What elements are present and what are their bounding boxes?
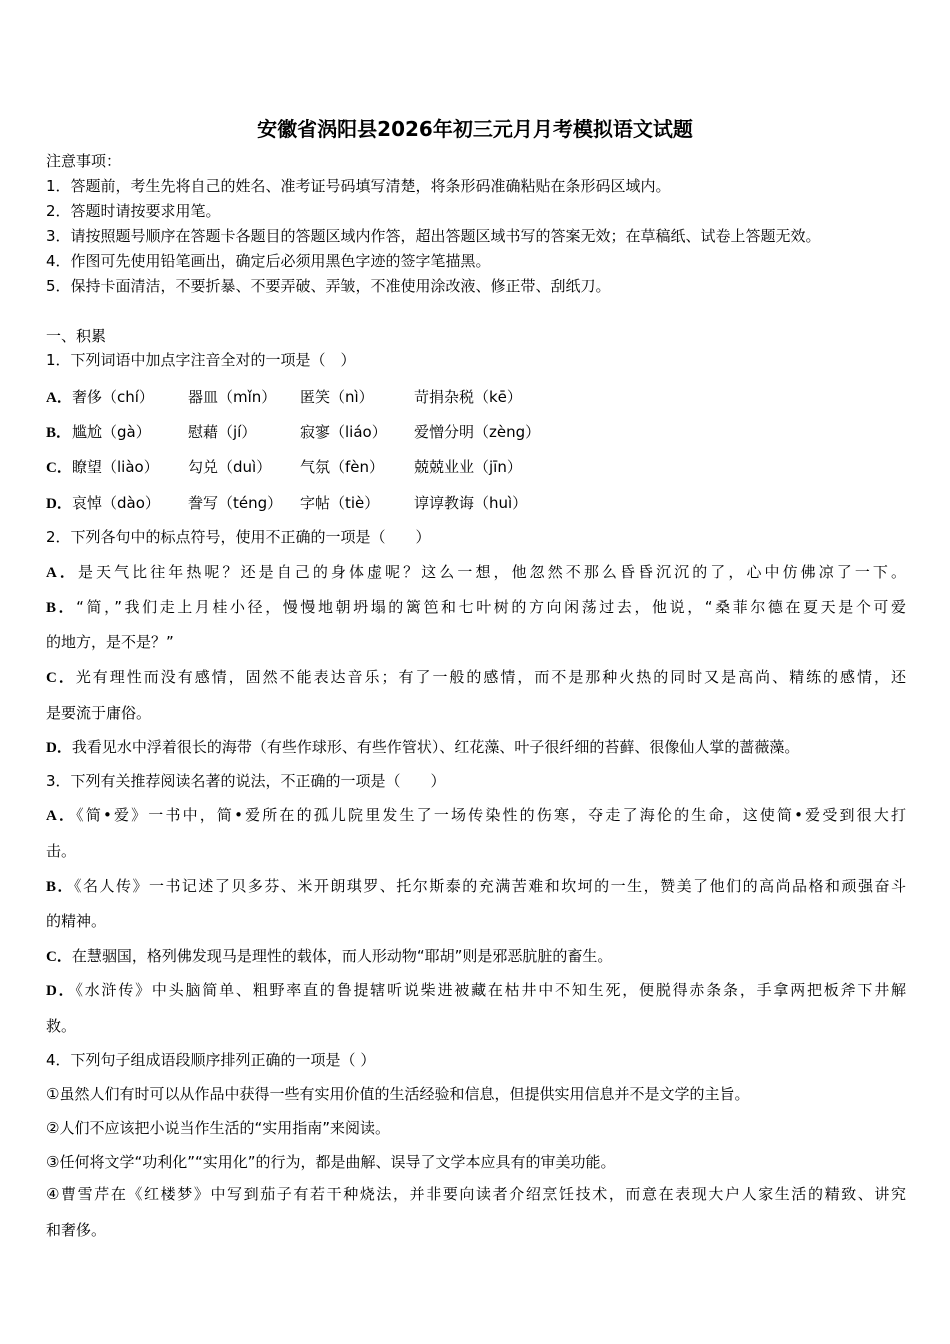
q4-sentence: ④曹雪芹在《红楼梦》中写到茄子有若干种烧法，并非要向读者介绍烹饪技术，而意在表现大户人家生活的精致、讲究 — [46, 1185, 906, 1203]
option-label: B． — [46, 425, 72, 441]
section-heading: 一、积累 — [46, 327, 107, 345]
option-text-cont: 救。 — [46, 1017, 77, 1035]
q2-option-a — [46, 562, 906, 583]
option-text-cont: 的地方，是不是？” — [46, 633, 174, 651]
option-text-cont: 击。 — [46, 842, 77, 860]
q3-option-a — [46, 805, 906, 826]
q4-sentence: ③任何将文学“功利化”“实用化”的行为，都是曲解、误导了文学本应具有的审美功能。 — [46, 1153, 616, 1171]
notice-item: 5．保持卡面清洁，不要折暴、不要弄破、弄皱，不准使用涂改液、修正带、刮纸刀。 — [46, 277, 611, 295]
notice-heading: 注意事项： — [46, 152, 122, 170]
option-text: 我看见水中浮着很长的海带（有些作球形、有些作管状）、红花藻、叶子很纤细的苔藓、很像仙人掌的蔷薇藻。 — [71, 738, 800, 756]
option-text-cont: 是要流于庸俗。 — [46, 704, 152, 722]
question-2-stem: 2．下列各句中的标点符号，使用不正确的一项是（ ） — [46, 528, 431, 546]
q1-option-word: 器皿（mǐn） — [188, 388, 277, 406]
q1-option-word: 字帖（tiè） — [300, 494, 380, 512]
q3-option-c — [46, 946, 612, 967]
option-label: D． — [46, 496, 72, 512]
option-text: 《简•爱》一书中，简•爱所在的孤儿院里发生了一场传染性的伤寒，夺走了海伦的生命，这使简•爱受到很大打 — [76, 806, 906, 824]
option-text: 光有理性而没有感情，固然不能表达音乐；有了一般的感情，而不是那种火热的同时又是高尚、精练的感情，还 — [75, 668, 906, 686]
q1-option-word: 瞭望（liào） — [72, 458, 159, 476]
option-label: C． — [46, 460, 72, 476]
q1-option-word: 谆谆教诲（huì） — [414, 494, 528, 512]
q2-option-c — [46, 667, 906, 688]
q1-option-word: 匿笑（nì） — [300, 388, 374, 406]
option-label: C． — [46, 670, 76, 686]
q4-sentence: ①虽然人们有时可以从作品中获得一些有实用价值的生活经验和信息，但提供实用信息并不是文学的主旨。 — [46, 1085, 750, 1103]
q1-option-word: 兢兢业业（jīn） — [414, 458, 522, 476]
q2-option-d — [46, 737, 799, 758]
q1-option-word: 气氛（fèn） — [300, 458, 385, 476]
option-label: B． — [46, 879, 74, 895]
q1-option-word: 哀悼（dào） — [72, 494, 160, 512]
option-label: C． — [46, 949, 72, 965]
q1-option-word: 寂寥（liáo） — [300, 423, 387, 441]
option-text: 《水浒传》中头脑简单、粗野率直的鲁提辖听说柴进被藏在枯井中不知生死，便脱得赤条条，手拿两把板斧下井解 — [75, 981, 906, 999]
q1-option-word: 慰藉（jí） — [188, 423, 257, 441]
question-3-stem: 3．下列有关推荐阅读名著的说法，不正确的一项是（ ） — [46, 772, 446, 790]
option-text: 是天气比往年热呢？还是自己的身体虚呢？这么一想，他忽然不那么昏昏沉沉的了，心中仿佛凉了一下。 — [77, 563, 906, 581]
option-label: B． — [46, 600, 77, 616]
q2-option-b — [46, 597, 906, 618]
option-label: A． — [46, 565, 78, 581]
option-text: 在慧骃国，格列佛发现马是理性的载体，而人形动物“耶胡”则是邪恶肮脏的畜生。 — [71, 947, 613, 965]
option-label: D． — [46, 983, 76, 999]
option-text: “简，”我们走上月桂小径，慢慢地朝坍塌的篱笆和七叶树的方向闲荡过去，他说，“桑菲尔德在夏天是个可爱 — [76, 598, 906, 616]
q4-sentence: ②人们不应该把小说当作生活的“实用指南”来阅读。 — [46, 1119, 390, 1137]
notice-item: 4．作图可先使用铅笔画出，确定后必须用黑色字迹的签字笔描黑。 — [46, 252, 491, 270]
q1-option-word: 尴尬（gà） — [72, 423, 151, 441]
q1-option-word: 誊写（téng） — [188, 494, 283, 512]
notice-item: 3．请按照题号顺序在答题卡各题目的答题区域内作答，超出答题区域书写的答案无效；在草稿纸、试卷上答题无效。 — [46, 227, 821, 245]
option-label: D． — [46, 740, 72, 756]
q1-option-word: 勾兑（duì） — [188, 458, 272, 476]
option-label: A． — [46, 390, 72, 406]
question-4-stem: 4．下列句子组成语段顺序排列正确的一项是（ ） — [46, 1051, 376, 1069]
notice-item: 1．答题前，考生先将自己的姓名、准考证号码填写清楚，将条形码准确粘贴在条形码区域内。 — [46, 177, 671, 195]
q4-sentence-cont: 和奢侈。 — [46, 1221, 107, 1239]
q1-option-word: 苛捐杂税（kē） — [414, 388, 522, 406]
option-text-cont: 的精神。 — [46, 912, 107, 930]
option-text: 《名人传》一书记述了贝多芬、米开朗琪罗、托尔斯泰的充满苦难和坎坷的一生，赞美了他们的高尚品格和顽强奋斗 — [74, 877, 906, 895]
q1-option-word: 奢侈（chí） — [72, 388, 154, 406]
notice-item: 2．答题时请按要求用笔。 — [46, 202, 221, 220]
option-label: A． — [46, 808, 77, 824]
page-title: 安徽省涡阳县2026年初三元月月考模拟语文试题 — [257, 117, 693, 141]
q3-option-b — [46, 876, 906, 897]
q1-option-word: 爱憎分明（zèng） — [414, 423, 541, 441]
q3-option-d — [46, 980, 906, 1001]
question-1-stem: 1．下列词语中加点字注音全对的一项是（ ） — [46, 351, 356, 369]
